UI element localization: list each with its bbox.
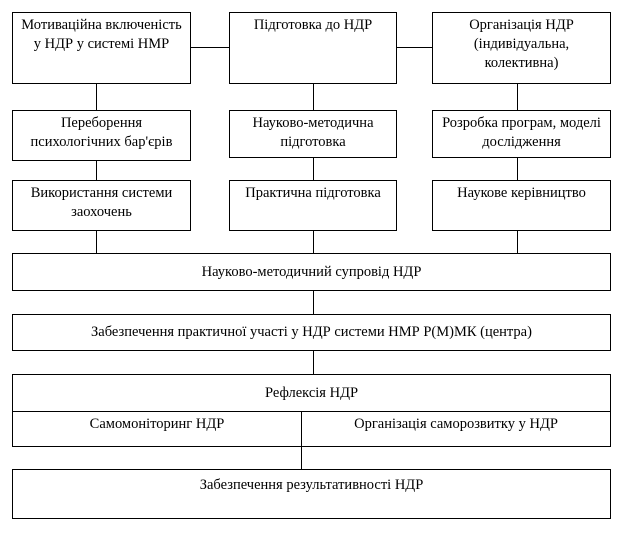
result-box [12,469,611,519]
connector-center-1-2 [313,83,314,110]
programs-label: Розробка програм, моделі дослідження [442,115,601,150]
incentives-label: Використання системи заохочень [30,185,173,220]
self-monitoring-label: Самомоніторинг НДР [89,416,225,432]
participation-label: Забезпечення практичної участі у НДР системи НМР Р(М)МК (центра) [91,324,532,341]
connector-center-2-3 [313,157,314,180]
supervision-box [432,180,611,231]
supervision-label: Наукове керівництво [457,185,586,201]
connector-left-1-2 [96,83,97,110]
methodical-prep-label: Науково-методична підготовка [252,115,374,150]
connector-right-2-3 [517,157,518,180]
reflection-title: Рефлексія НДР [264,384,359,401]
incentives-box [12,180,191,231]
motivation-label: Мотиваційна включеність у НДР у системі НМР [21,17,182,52]
connector-right-3-support [517,230,518,253]
barriers-box [12,110,191,161]
self-monitoring-cell [13,411,301,446]
connector-row1-center-right [396,47,433,48]
connector-participation-reflection [313,350,314,374]
programs-box [432,110,611,158]
connector-center-3-support [313,230,314,253]
support-label: Науково-методичний супровід НДР [201,263,422,280]
barriers-label: Переборення психологічних бар'єрів [30,115,173,150]
practical-prep-label: Практична підготовка [245,185,381,201]
connector-left-3-support [96,230,97,253]
preparation-label: Підготовка до НДР [253,17,373,33]
participation-box [12,314,611,351]
support-box [12,253,611,291]
self-development-label: Організація саморозвитку у НДР [354,416,558,432]
connector-right-1-2 [517,83,518,110]
preparation-box [229,12,397,84]
organization-label: Організація НДР (індивідуальна, колективна) [469,17,574,71]
result-label: Забезпечення результативності НДР [199,477,424,493]
self-development-cell [302,411,610,446]
connector-row1-left-center [190,47,230,48]
connector-support-participation [313,290,314,314]
connector-left-2-3 [96,160,97,180]
methodical-prep-box [229,110,397,158]
motivation-box [12,12,191,84]
practical-prep-box [229,180,397,231]
reflection-box [12,374,611,447]
connector-reflection-result [301,446,302,469]
organization-box [432,12,611,84]
